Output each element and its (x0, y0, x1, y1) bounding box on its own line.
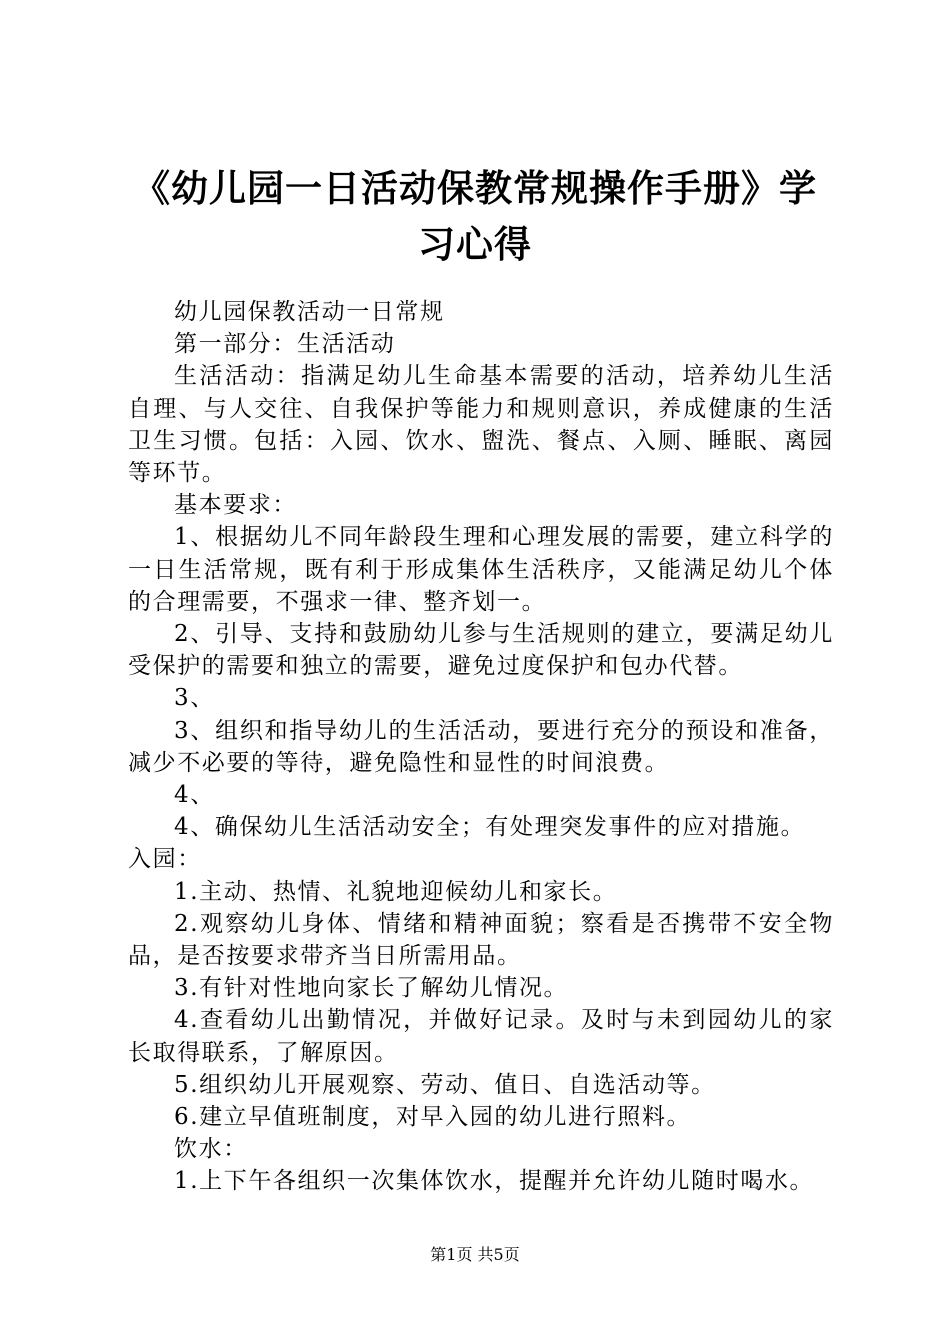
paragraph: 2.观察幼儿身体、情绪和精神面貌；察看是否携带不安全物品，是否按要求带齐当日所需用品。 (128, 910, 834, 970)
page-total: 共5页 (477, 1245, 520, 1264)
paragraph: 1.上下午各组织一次集体饮水，提醒并允许幼儿随时喝水。 (174, 1168, 815, 1195)
paragraph: 第一部分：生活活动 (174, 331, 396, 358)
paragraph: 3、组织和指导幼儿的生活活动，要进行充分的预设和准备，减少不必要的等待，避免隐性和显性的时间浪费。 (128, 717, 834, 776)
paragraph: 4、确保幼儿生活活动安全；有处理突发事件的应对措施。 (174, 814, 806, 841)
section-heading: 饮水： (174, 1136, 248, 1163)
paragraph: 幼儿园保教活动一日常规 (174, 299, 445, 325)
page-number: 第1页 (430, 1245, 473, 1264)
paragraph: 1.主动、热情、礼貌地迎候幼儿和家长。 (174, 878, 618, 905)
paragraph: 1、根据幼儿不同年龄段生理和心理发展的需要，建立科学的一日生活常规，既有利于形成集体生活秩序，又能满足幼儿个体的合理需要，不强求一律、整齐划一。 (128, 524, 834, 615)
paragraph: 基本要求： (174, 492, 297, 519)
paragraph: 4、 (174, 782, 215, 809)
paragraph: 3.有针对性地向家长了解幼儿情况。 (174, 975, 569, 1002)
paragraph: 5.组织幼儿开展观察、劳动、值日、自选活动等。 (174, 1071, 716, 1098)
paragraph: 6.建立早值班制度，对早入园的幼儿进行照料。 (174, 1104, 692, 1131)
document-body (128, 296, 834, 1198)
document-title: 《幼儿园一日活动保教常规操作手册》学习心得 (133, 166, 817, 266)
paragraph: 3、 (174, 685, 215, 712)
page-footer (0, 1244, 950, 1266)
paragraph: 2、引导、支持和鼓励幼儿参与生活规则的建立，要满足幼儿受保护的需要和独立的需要，避免过度保护和包办代替。 (128, 621, 834, 680)
paragraph: 4.查看幼儿出勤情况，并做好记录。及时与未到园幼儿的家长取得联系，了解原因。 (128, 1007, 834, 1066)
paragraph: 生活活动：指满足幼儿生命基本需要的活动，培养幼儿生活自理、与人交往、自我保护等能力和规则意识，养成健康的生活卫生习惯。包括：入园、饮水、盥洗、餐点、入厕、睡眠、离园等环节。 (128, 363, 834, 487)
section-heading: 入园： (128, 846, 202, 873)
